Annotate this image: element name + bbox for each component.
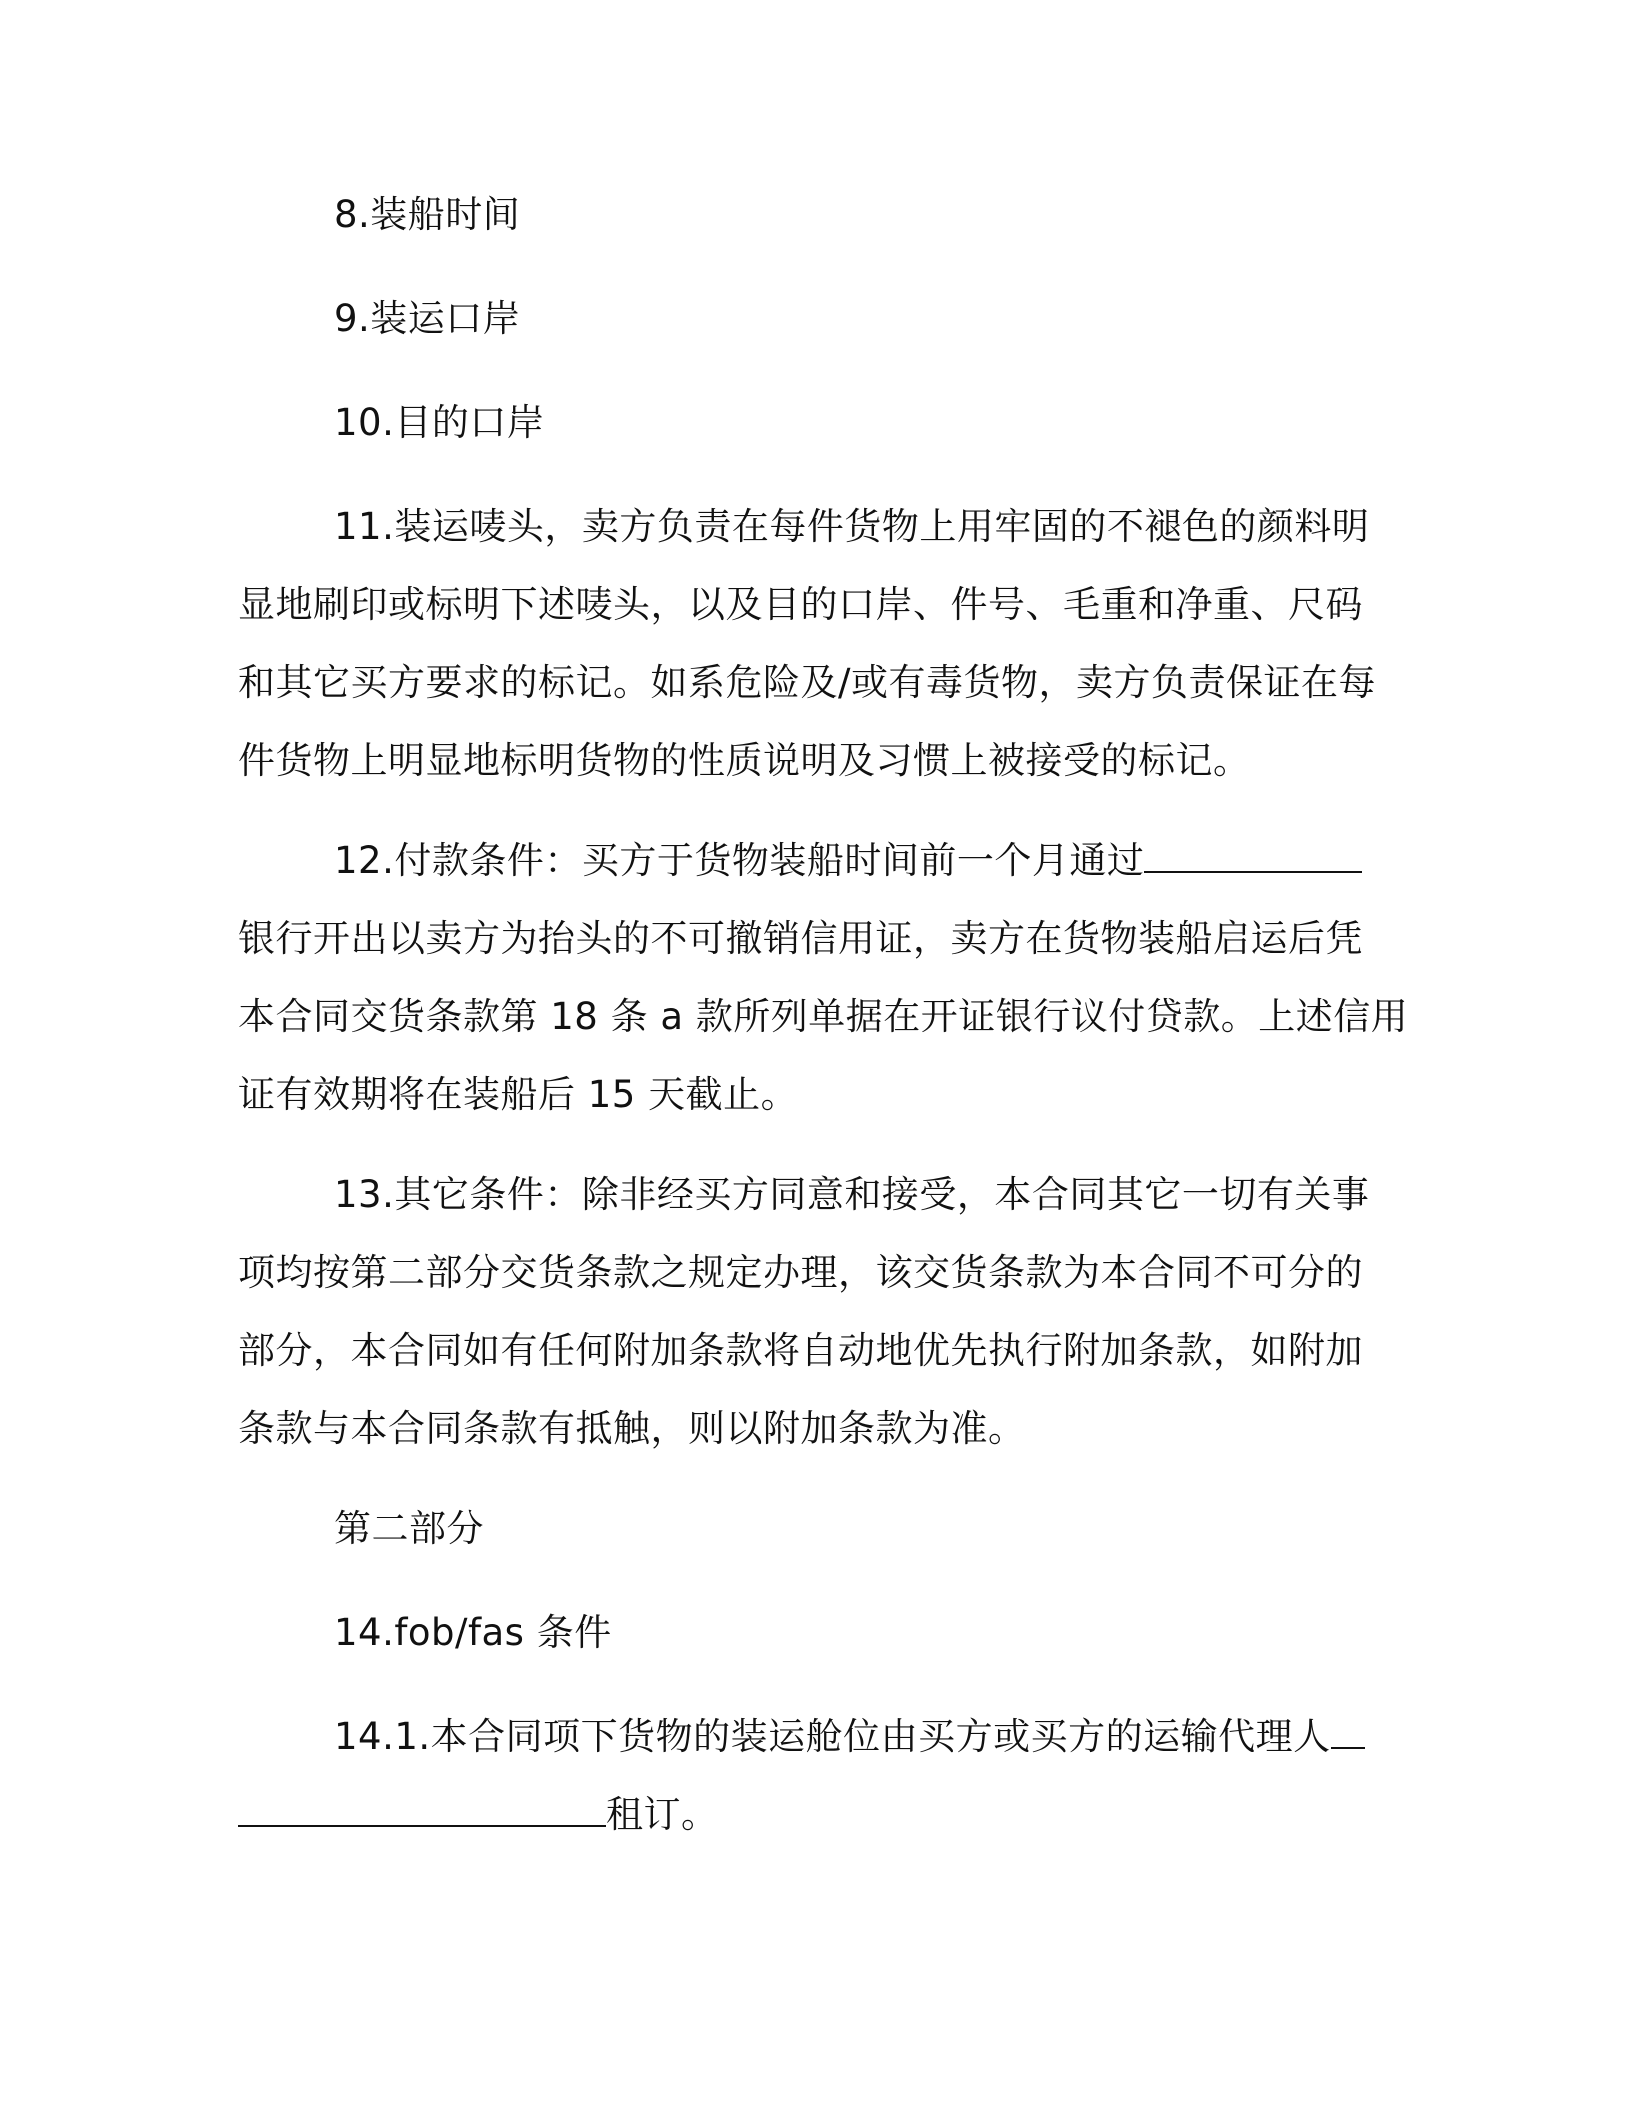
item-13 [238, 1156, 1378, 1468]
item-12-line: 银行开出以卖方为抬头的不可撤销信用证，卖方在货物装船启运后凭 [238, 917, 1363, 960]
bank-name-blank [1144, 831, 1362, 873]
item-14-1-line-text: 租订。 [606, 1793, 719, 1836]
item-8-text: 8.装船时间 [334, 193, 521, 236]
item-8 [238, 176, 1474, 254]
item-10-text: 10.目的口岸 [334, 401, 545, 444]
item-13-line: 13.其它条件：除非经买方同意和接受，本合同其它一切有关事 [334, 1173, 1370, 1216]
item-9-text: 9.装运口岸 [334, 297, 521, 340]
item-14-1-line [238, 1698, 1378, 1776]
item-12-line: 本合同交货条款第 18 条 a 款所列单据在开证银行议付贷款。上述信用 [238, 995, 1409, 1038]
part-2-heading-text: 第二部分 [334, 1507, 484, 1550]
item-13-line: 条款与本合同条款有抵触，则以附加条款为准。 [238, 1407, 1026, 1450]
item-13-line: 项均按第二部分交货条款之规定办理，该交货条款为本合同不可分的 [238, 1251, 1363, 1294]
item-11-line: 和其它买方要求的标记。如系危险及/或有毒货物，卖方负责保证在每 [238, 661, 1376, 704]
item-11-line: 11.装运唛头，卖方负责在每件货物上用牢固的不褪色的颜料明 [334, 505, 1370, 548]
item-14-text: 14.fob/fas 条件 [334, 1611, 612, 1654]
item-12-line-text: 12.付款条件：买方于货物装船时间前一个月通过 [334, 839, 1145, 882]
item-14-1-line-text: 14.1.本合同项下货物的装运舱位由买方或买方的运输代理人 [334, 1715, 1331, 1758]
agent-name-blank-end [238, 1785, 606, 1827]
part-2-heading [238, 1490, 1474, 1568]
item-12-line: 证有效期将在装船后 15 天截止。 [238, 1073, 799, 1116]
item-11-line: 显地刷印或标明下述唛头，以及目的口岸、件号、毛重和净重、尺码 [238, 583, 1363, 626]
item-14-1 [238, 1698, 1378, 1854]
item-10 [238, 384, 1474, 462]
item-9 [238, 280, 1474, 358]
item-11 [238, 488, 1378, 800]
item-13-line: 部分，本合同如有任何附加条款将自动地优先执行附加条款，如附加 [238, 1329, 1363, 1372]
item-14 [238, 1594, 1474, 1672]
item-12 [238, 822, 1409, 1134]
agent-name-blank-start [1331, 1707, 1365, 1749]
item-14-1-line [238, 1776, 1378, 1854]
item-11-line: 件货物上明显地标明货物的性质说明及习惯上被接受的标记。 [238, 739, 1251, 782]
item-12-line [238, 822, 1378, 900]
